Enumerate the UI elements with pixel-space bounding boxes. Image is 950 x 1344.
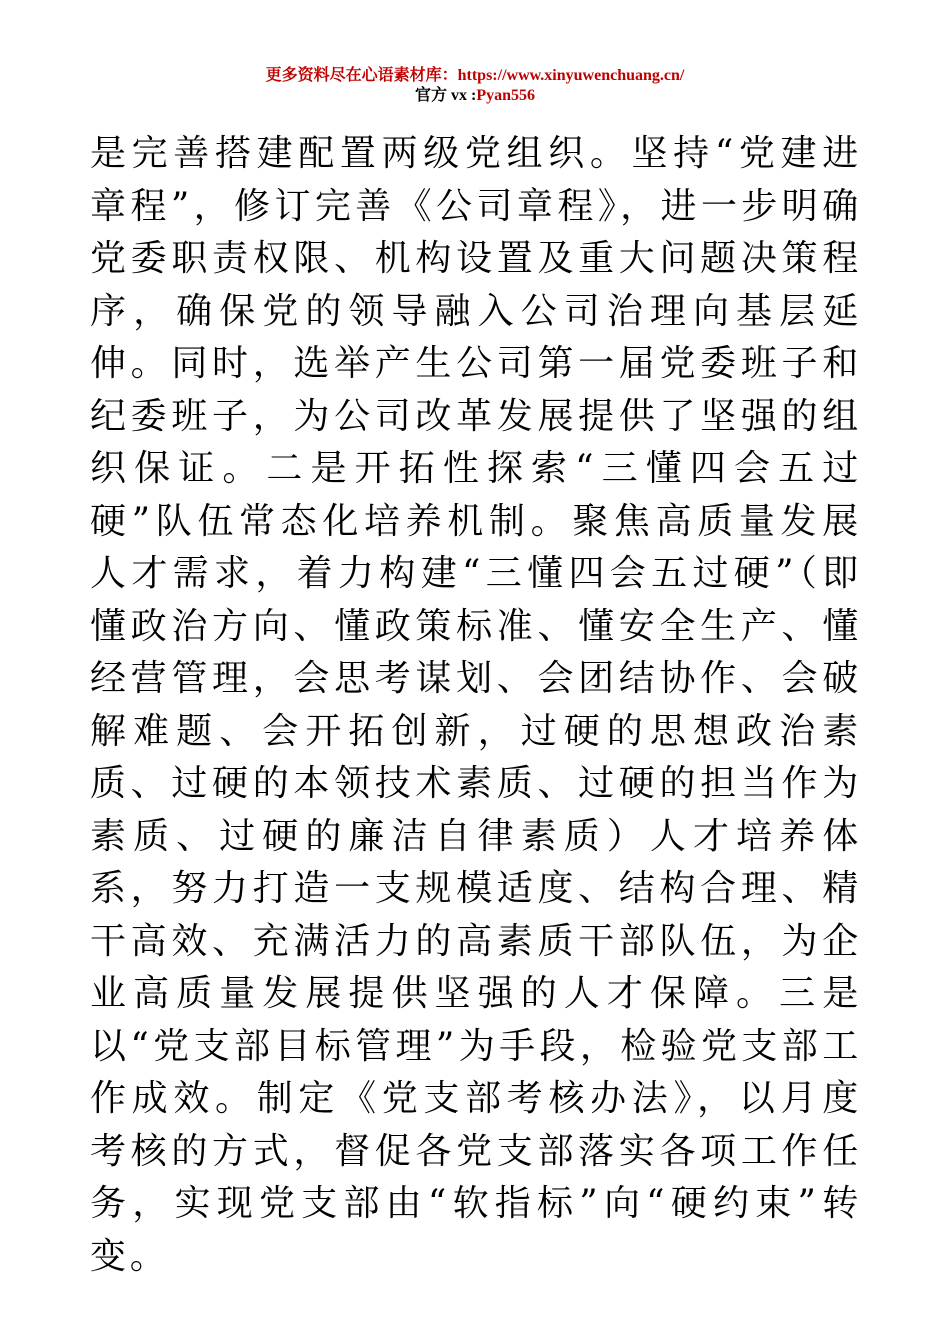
- wechat-label: 官方 vx :: [414, 87, 477, 104]
- document-paragraph: 是完善搭建配置两级党组织。坚持“党建进章程”，修订完善《公司章程》，进一步明确党委职责权限、机构设置及重大问题决策程序，确保党的领导融入公司治理向基层延伸。同时，选举产生公司第一届党委班子和纪委班子，为公司改革发展提供了坚强的组织保证。二是开拓性探索“三懂四会五过硬”队伍常态化培养机制。聚焦高质量发展人才需求，着力构建“三懂四会五过硬”（即懂政治方向、懂政策标准、懂安全生产、懂经营管理，会思考谋划、会团结协作、会破解难题、会开拓创新，过硬的思想政治素质、过硬的本领技术素质、过硬的担当作为素质、过硬的廉洁自律素质）人才培养体系，努力打造一支规模适度、结构合理、精干高效、充满活力的高素质干部队伍，为企业高质量发展提供坚强的人才保障。三是以“党支部目标管理”为手段，检验党支部工作成效。制定《党支部考核办法》，以月度考核的方式，督促各党支部落实各项工作任务，实现党支部由“软指标”向“硬约束”转变。: [90, 133, 862, 1277]
- official-wechat-line: [0, 86, 950, 106]
- wechat-id: Pyan556: [476, 87, 535, 104]
- resource-site-notice: 更多资料尽在心语素材库：https://www.xinyuwenchuang.cn/: [265, 67, 685, 84]
- watermark-header: [0, 66, 950, 106]
